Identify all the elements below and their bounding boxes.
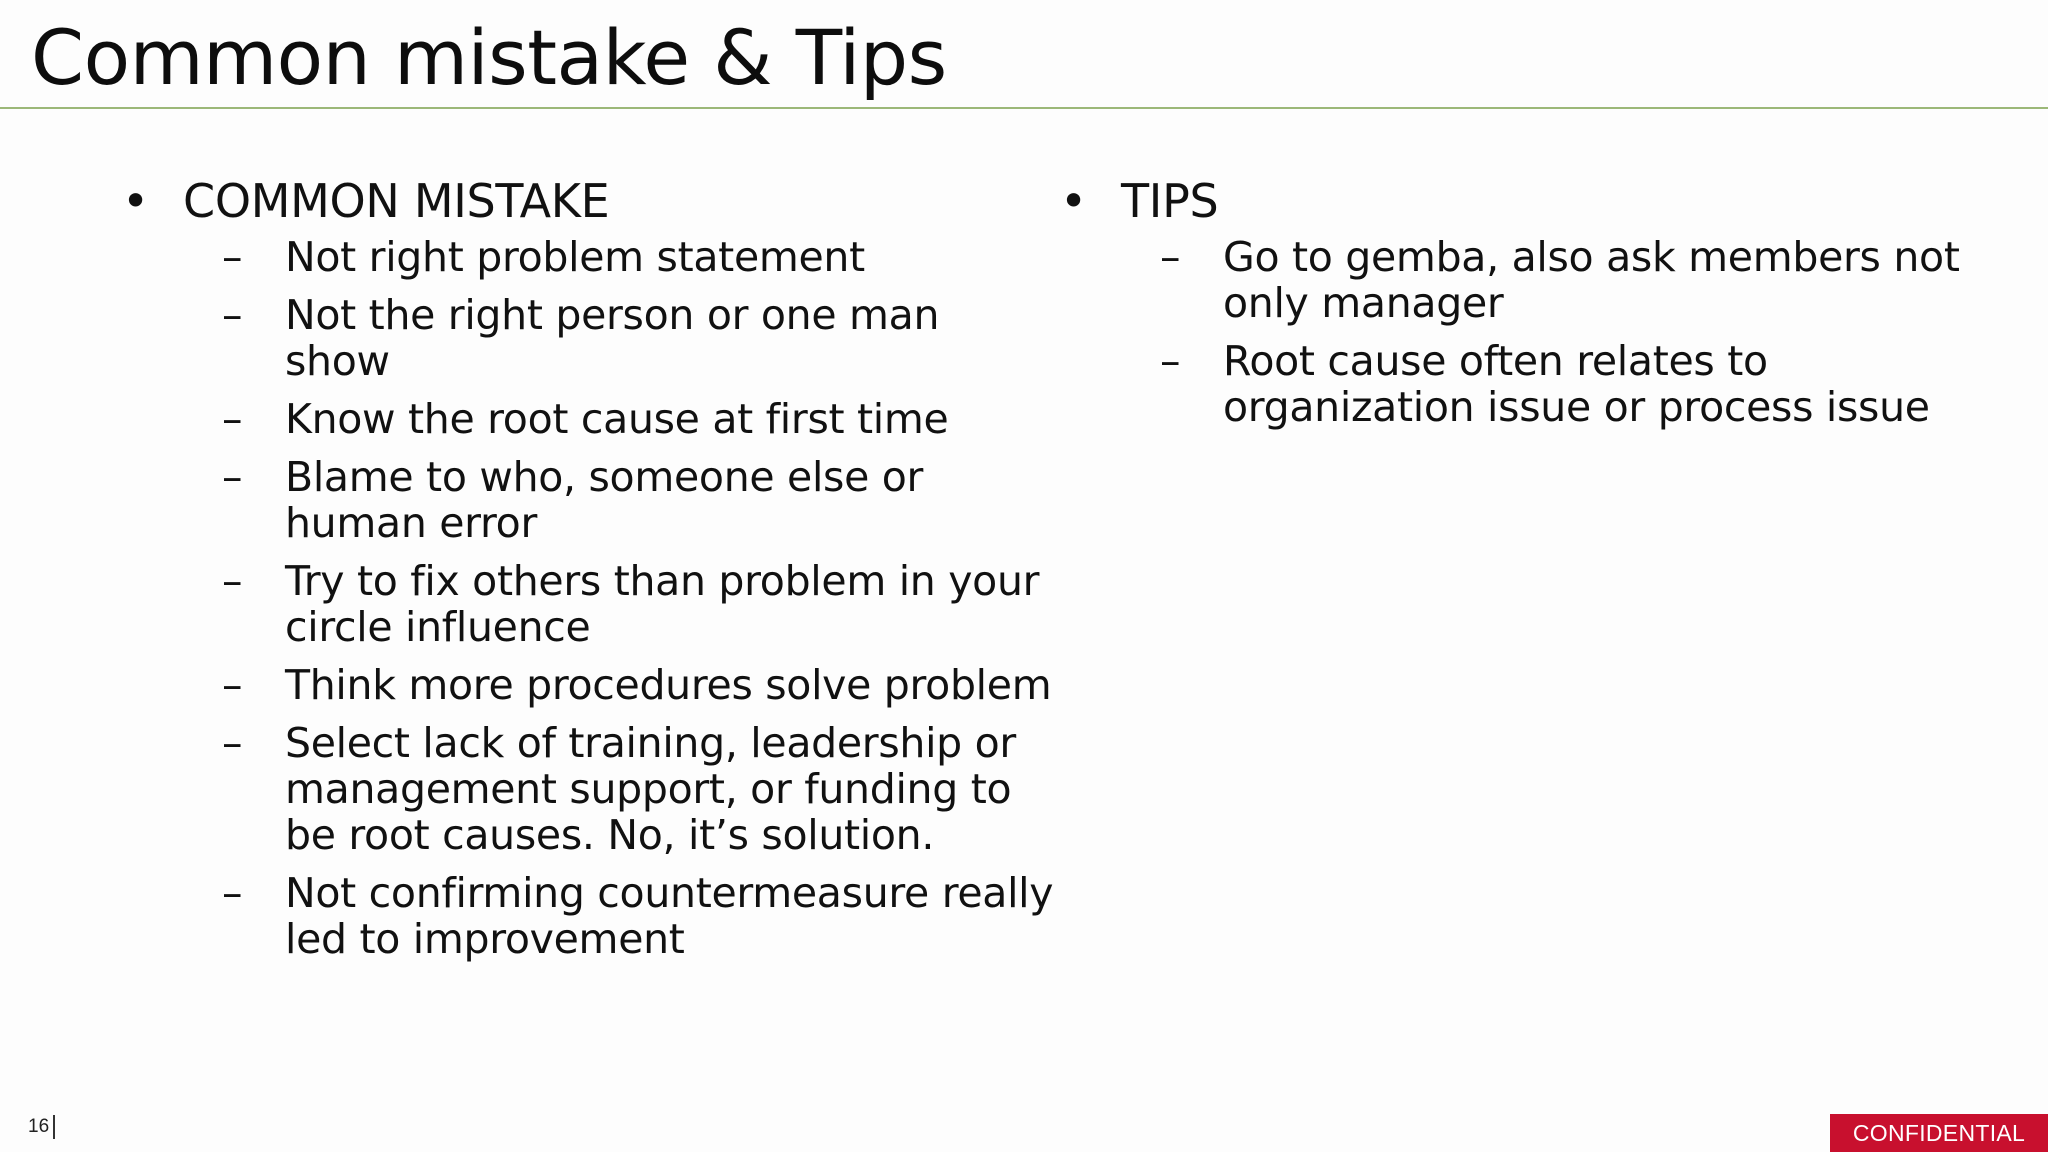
list-item [118, 557, 1040, 651]
title-divider [0, 107, 2048, 109]
slide-title: Common mistake & Tips [31, 13, 947, 102]
dash-icon: – [222, 453, 243, 501]
dash-icon: – [222, 869, 243, 917]
dash-icon: – [222, 719, 243, 767]
list-item-text: Not right problem statement [285, 233, 865, 281]
list-item [1056, 338, 1996, 430]
bullet-icon: • [122, 174, 149, 228]
list-item-text: Go to gemba, also ask members not only manager [1223, 233, 1960, 327]
list-item-text: Think more procedures solve problem [285, 661, 1052, 709]
common-mistake-bullet [118, 168, 1018, 234]
common-mistake-column [118, 168, 1054, 974]
dash-icon: – [222, 395, 243, 443]
list-item [118, 292, 1018, 384]
common-mistake-list [118, 233, 1054, 963]
list-item [118, 720, 1018, 858]
list-item [118, 869, 1054, 963]
confidential-badge: CONFIDENTIAL [1830, 1114, 2048, 1152]
tips-column [1056, 168, 1996, 442]
list-item [118, 396, 1018, 442]
tips-bullet [1056, 168, 1996, 234]
list-item-text: Not the right person or one man show [285, 291, 940, 385]
list-item-text: Select lack of training, leadership or management support, or funding to be root causes. No, it’s solution. [285, 719, 1016, 859]
dash-icon: – [222, 557, 243, 605]
dash-icon: – [222, 233, 243, 281]
dash-icon: – [1160, 233, 1181, 281]
tips-heading: TIPS [1121, 174, 1219, 228]
dash-icon: – [222, 661, 243, 709]
list-item [1056, 234, 1996, 326]
list-item-text: Know the root cause at first time [285, 395, 949, 443]
common-mistake-heading: COMMON MISTAKE [183, 174, 610, 228]
tips-list [1056, 234, 1996, 430]
list-item-text: Blame to who, someone else or human error [285, 453, 924, 547]
list-item-text: Try to fix others than problem in your circle influence [285, 557, 1040, 651]
dash-icon: – [222, 291, 243, 339]
list-item-text: Not confirming countermeasure really led to improvement [285, 869, 1054, 963]
list-item [118, 234, 1018, 280]
dash-icon: – [1160, 337, 1181, 385]
list-item [118, 661, 1052, 709]
list-item-text: Root cause often relates to organization issue or process issue [1223, 337, 1930, 431]
bullet-icon: • [1060, 174, 1087, 228]
page-number: 16 [28, 1115, 55, 1139]
list-item [118, 454, 1018, 546]
